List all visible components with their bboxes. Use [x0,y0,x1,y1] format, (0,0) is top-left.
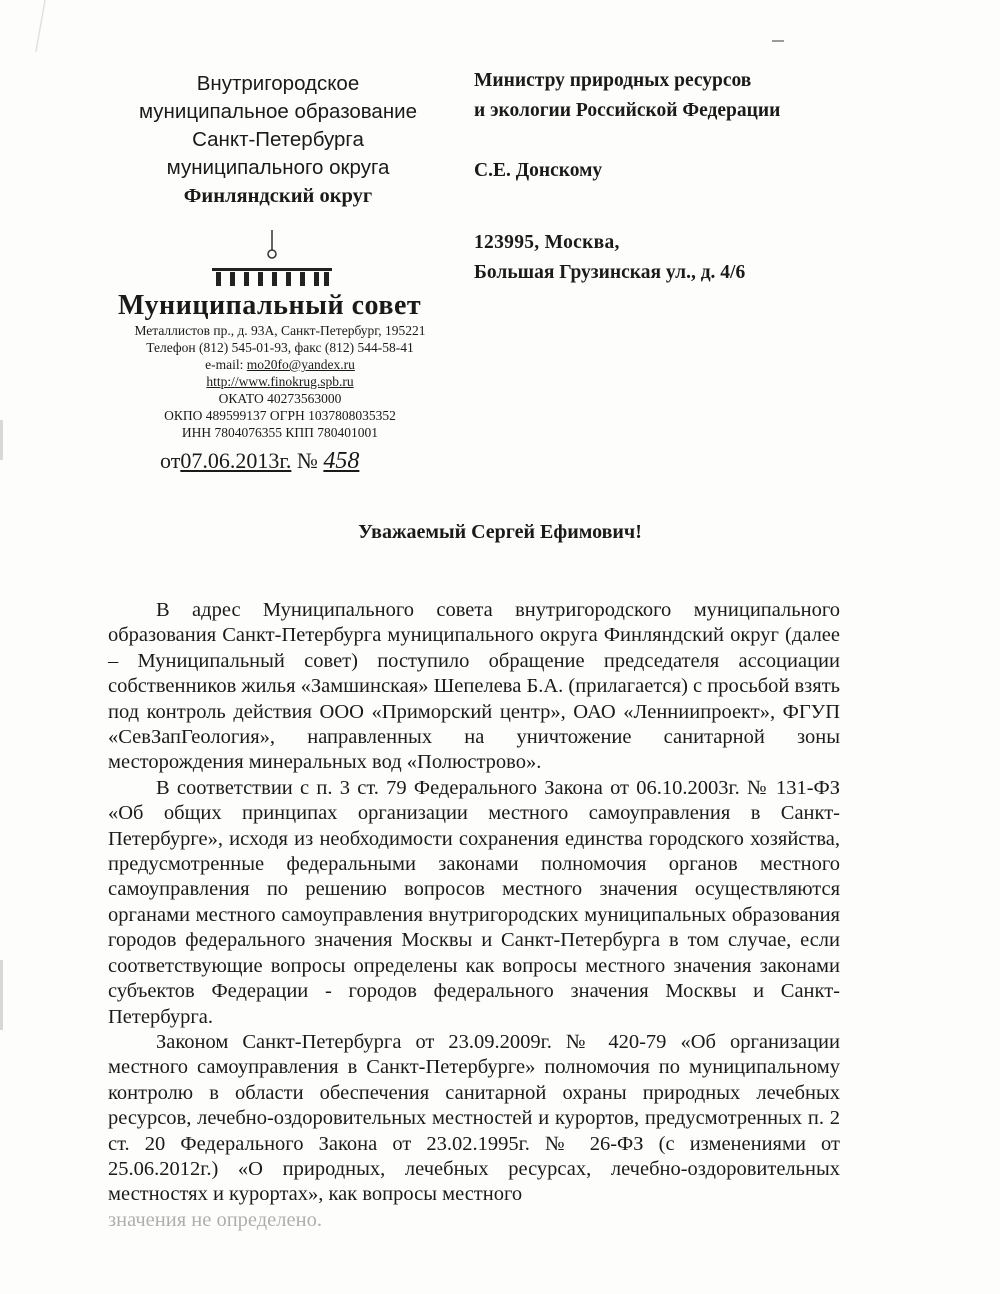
phone-line: Телефон (812) 545-01-93, факс (812) 544-58-41 [146,340,414,355]
scan-artifact [0,420,3,460]
scan-artifact [30,0,52,52]
cut-off-line: значения не определено. [108,1208,322,1231]
email-link[interactable]: mo20fo@yandex.ru [246,357,355,372]
recipient-address: Большая Грузинская ул., д. 4/6 [474,262,746,283]
letter-body [108,598,840,1233]
contact-details [110,322,450,441]
recipient-address: 123995, Москва, [474,232,620,253]
building-emblem-icon [212,228,332,288]
code-line: ОКАТО 40273563000 [218,391,342,406]
council-title: Муниципальный совет [118,290,422,321]
ref-number: 458 [323,448,360,474]
scan-artifact [772,40,784,42]
recipient-block [474,66,894,288]
recipient-title: и экологии Российской Федерации [474,100,781,121]
email-label: e-mail: [205,357,244,372]
org-line: муниципальное образование [138,100,418,123]
ref-date: 07.06.2013г. [180,448,292,473]
salutation: Уважаемый Сергей Ефимович! [358,521,642,543]
email-line [110,356,450,373]
code-line: ОКПО 489599137 ОГРН 1037808035352 [164,408,396,423]
reference-line [160,448,359,475]
code-line: ИНН 7804076355 КПП 780401001 [181,425,379,440]
body-paragraph: В адрес Муниципального совета внутригородского муниципального образования Санкт-Петербурга муниципального округа Финляндский округ (далее – Муниципальный совет) поступило обращение председателя ассоциации собственников жилья «Замшинская» Шепелева Б.А. (прилагается) с просьбой взять под контроль действия ООО «Приморский центр», ОАО «Ленниипроект», ФГУП «СевЗапГеология», направленных на уничтожение санитарной зоны месторождения минеральных вод «Полюстрово». [108,599,840,774]
ref-prefix: от [160,448,181,473]
body-paragraph: Законом Санкт-Петербурга от 23.09.2009г. № 420-79 «Об организации местного самоуправления в Санкт-Петербурге» полномочия по муниципальному контролю в области обеспечения санитарной охраны природных лечебных ресурсов, лечебно-оздоровительных местностей и курортов, предусмотренных п. 2 ст. 20 Федерального Закона от 23.02.1995г. № 26-ФЗ (с изменениями от 25.06.2012г.) «О природных, лечебных ресурсах, лечебно-оздоровительных местностях и курортах», как вопросы местного [108,1030,840,1206]
address-line: Металлистов пр., д. 93А, Санкт-Петербург, 195221 [134,323,426,338]
body-paragraph: В соответствии с п. 3 ст. 79 Федерального Закона от 06.10.2003г. № 131-ФЗ «Об общих принципах организации местного самоуправления в Санкт-Петербурге», исходя из необходимости сохранения единства городского хозяйства, предусмотренные федеральными законами полномочия органов местного самоуправления по решению вопросов местного значения осуществляются органами местного самоуправления внутригородских муниципальных образования городов федерального значения Москвы и Санкт-Петербурга в том случае, если соответствующие вопросы определены как вопросы местного значения законами субъектов Федерации - городов федерального значения Москвы и Санкт-Петербурга. [108,776,840,1028]
org-line: Санкт-Петербурга [192,128,364,151]
recipient-title: Министру природных ресурсов [474,70,752,91]
website-link[interactable]: http://www.finokrug.spb.ru [206,374,354,389]
ref-number-label: № [296,448,318,473]
sender-header [108,70,448,210]
scan-artifact [0,960,3,1030]
org-line: Внутригородское [196,72,360,95]
district-name: Финляндский округ [183,185,373,207]
recipient-name: С.Е. Донскому [474,160,603,181]
org-line: муниципального округа [166,156,390,179]
